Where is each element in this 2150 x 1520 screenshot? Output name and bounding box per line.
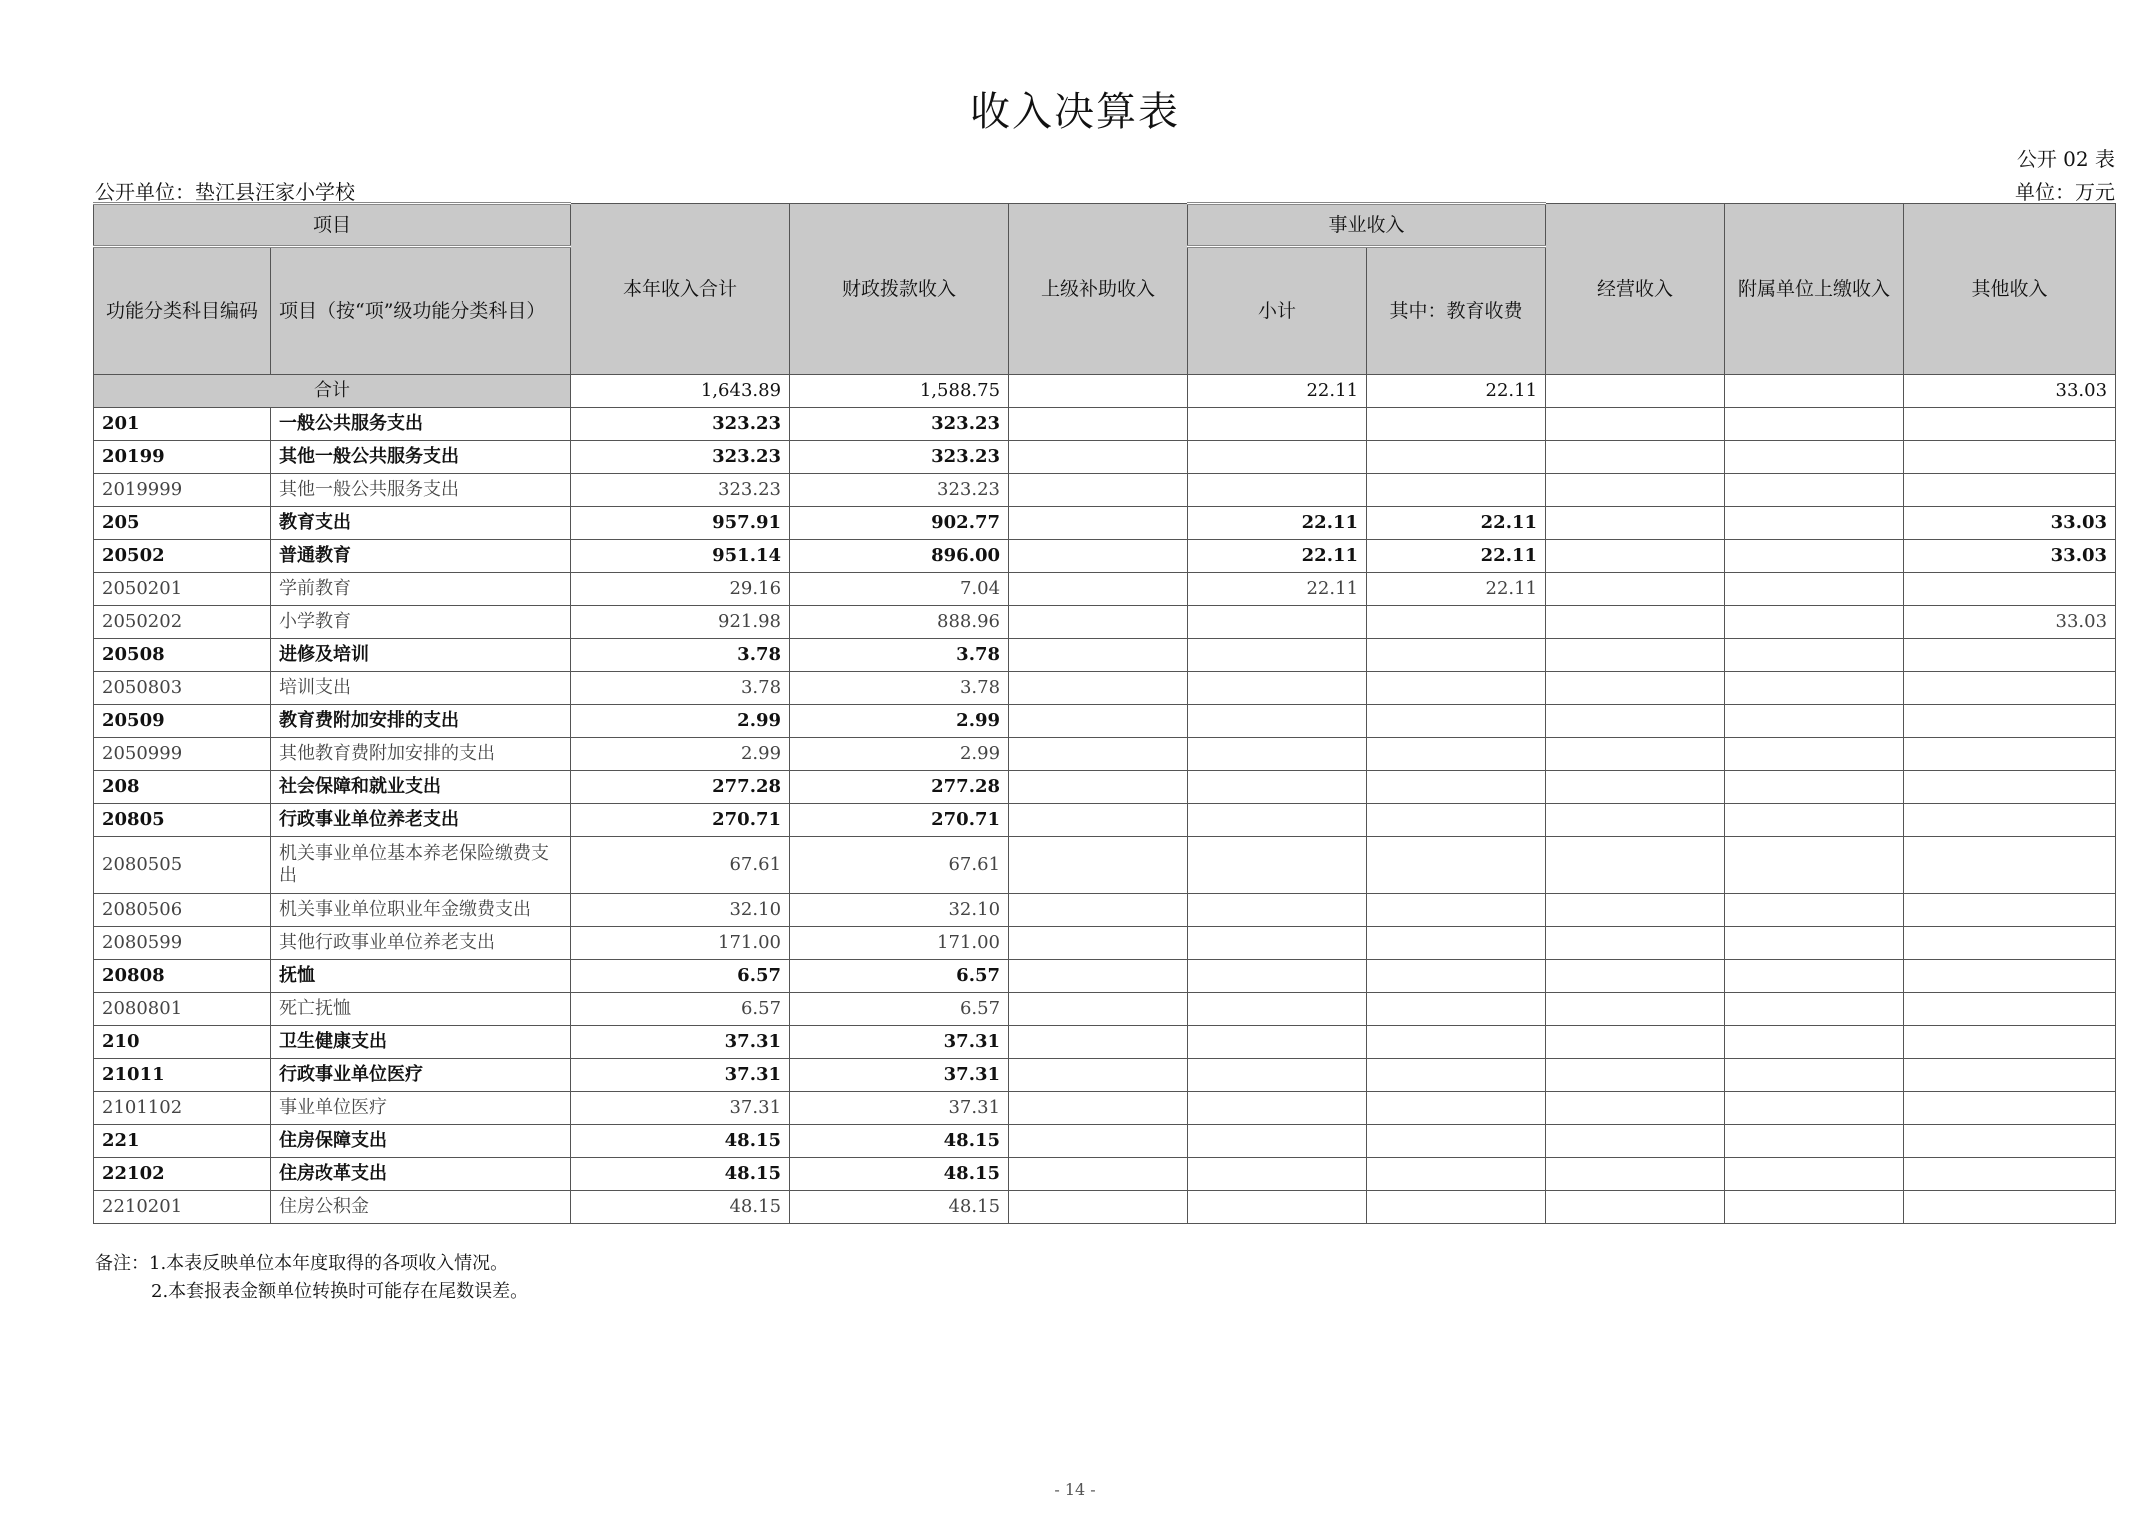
row-operating	[1546, 804, 1725, 837]
row-affiliated	[1725, 804, 1904, 837]
row-fiscal: 323.23	[790, 474, 1009, 507]
row-name: 机关事业单位基本养老保险缴费支出	[271, 837, 571, 894]
row-code: 22102	[94, 1158, 271, 1191]
row-total: 37.31	[571, 1026, 790, 1059]
row-affiliated	[1725, 705, 1904, 738]
row-other	[1904, 837, 2116, 894]
row-operating	[1546, 927, 1725, 960]
header-operating: 经营收入	[1546, 204, 1725, 375]
total-affiliated	[1725, 375, 1904, 408]
header-subtotal: 小计	[1188, 247, 1367, 375]
row-superior	[1009, 408, 1188, 441]
row-other	[1904, 771, 2116, 804]
row-affiliated	[1725, 1191, 1904, 1224]
income-final-accounts-table	[93, 202, 2116, 1224]
row-superior	[1009, 1158, 1188, 1191]
row-subtotal: 22.11	[1188, 540, 1367, 573]
row-subtotal	[1188, 606, 1367, 639]
row-code: 201	[94, 408, 271, 441]
total-edu-fee: 22.11	[1367, 375, 1546, 408]
row-fiscal: 171.00	[790, 927, 1009, 960]
row-superior	[1009, 441, 1188, 474]
row-edu-fee	[1367, 804, 1546, 837]
row-edu-fee	[1367, 1191, 1546, 1224]
row-other	[1904, 672, 2116, 705]
row-name: 一般公共服务支出	[271, 408, 571, 441]
row-total: 67.61	[571, 837, 790, 894]
row-fiscal: 37.31	[790, 1092, 1009, 1125]
table-row	[94, 771, 2116, 804]
row-subtotal	[1188, 1158, 1367, 1191]
row-total: 3.78	[571, 672, 790, 705]
row-superior	[1009, 606, 1188, 639]
row-operating	[1546, 1158, 1725, 1191]
row-subtotal	[1188, 672, 1367, 705]
row-edu-fee	[1367, 1125, 1546, 1158]
row-affiliated	[1725, 1026, 1904, 1059]
row-affiliated	[1725, 474, 1904, 507]
row-total: 277.28	[571, 771, 790, 804]
row-code: 205	[94, 507, 271, 540]
row-subtotal	[1188, 705, 1367, 738]
table-row	[94, 540, 2116, 573]
row-name: 死亡抚恤	[271, 993, 571, 1026]
table-row	[94, 1059, 2116, 1092]
row-subtotal	[1188, 441, 1367, 474]
row-code: 210	[94, 1026, 271, 1059]
row-operating	[1546, 672, 1725, 705]
row-affiliated	[1725, 540, 1904, 573]
row-total: 48.15	[571, 1125, 790, 1158]
currency-unit: 单位：万元	[2015, 180, 2115, 204]
row-name: 卫生健康支出	[271, 1026, 571, 1059]
row-name: 行政事业单位医疗	[271, 1059, 571, 1092]
row-affiliated	[1725, 960, 1904, 993]
row-superior	[1009, 1059, 1188, 1092]
row-fiscal: 48.15	[790, 1125, 1009, 1158]
row-name: 抚恤	[271, 960, 571, 993]
row-code: 20509	[94, 705, 271, 738]
row-total: 957.91	[571, 507, 790, 540]
row-edu-fee	[1367, 771, 1546, 804]
row-affiliated	[1725, 894, 1904, 927]
row-superior	[1009, 1026, 1188, 1059]
row-code: 2050999	[94, 738, 271, 771]
row-superior	[1009, 639, 1188, 672]
table-row	[94, 894, 2116, 927]
row-name: 行政事业单位养老支出	[271, 804, 571, 837]
row-total: 3.78	[571, 639, 790, 672]
row-code: 2210201	[94, 1191, 271, 1224]
row-code: 221	[94, 1125, 271, 1158]
row-other	[1904, 1026, 2116, 1059]
row-name: 普通教育	[271, 540, 571, 573]
row-superior	[1009, 672, 1188, 705]
row-code: 2080599	[94, 927, 271, 960]
row-name: 培训支出	[271, 672, 571, 705]
row-subtotal	[1188, 1191, 1367, 1224]
row-subtotal	[1188, 1059, 1367, 1092]
row-other: 33.03	[1904, 540, 2116, 573]
row-code: 20805	[94, 804, 271, 837]
header-superior: 上级补助收入	[1009, 204, 1188, 375]
row-fiscal: 888.96	[790, 606, 1009, 639]
row-superior	[1009, 771, 1188, 804]
row-total: 171.00	[571, 927, 790, 960]
row-fiscal: 67.61	[790, 837, 1009, 894]
row-superior	[1009, 507, 1188, 540]
row-affiliated	[1725, 408, 1904, 441]
table-body	[94, 375, 2116, 1224]
row-subtotal	[1188, 927, 1367, 960]
row-other	[1904, 927, 2116, 960]
row-name: 进修及培训	[271, 639, 571, 672]
row-total: 921.98	[571, 606, 790, 639]
row-subtotal: 22.11	[1188, 507, 1367, 540]
row-total: 270.71	[571, 804, 790, 837]
row-other	[1904, 639, 2116, 672]
row-superior	[1009, 1191, 1188, 1224]
row-subtotal	[1188, 771, 1367, 804]
row-edu-fee	[1367, 960, 1546, 993]
row-superior	[1009, 993, 1188, 1026]
table-row	[94, 408, 2116, 441]
table-row	[94, 1158, 2116, 1191]
notes	[95, 1250, 528, 1306]
row-operating	[1546, 894, 1725, 927]
row-edu-fee	[1367, 441, 1546, 474]
row-other	[1904, 804, 2116, 837]
row-other	[1904, 1059, 2116, 1092]
row-code: 21011	[94, 1059, 271, 1092]
table-row	[94, 837, 2116, 894]
row-subtotal	[1188, 639, 1367, 672]
row-total: 37.31	[571, 1092, 790, 1125]
row-other	[1904, 738, 2116, 771]
table-row	[94, 441, 2116, 474]
table-row	[94, 1125, 2116, 1158]
table-row	[94, 1191, 2116, 1224]
row-edu-fee	[1367, 927, 1546, 960]
row-other	[1904, 1125, 2116, 1158]
row-other	[1904, 1092, 2116, 1125]
total-label: 合计	[94, 375, 571, 408]
header-total: 本年收入合计	[571, 204, 790, 375]
row-operating	[1546, 1125, 1725, 1158]
row-edu-fee	[1367, 738, 1546, 771]
total-row	[94, 375, 2116, 408]
header-code: 功能分类科目编码	[94, 247, 271, 375]
row-fiscal: 323.23	[790, 408, 1009, 441]
row-fiscal: 32.10	[790, 894, 1009, 927]
row-subtotal	[1188, 474, 1367, 507]
header-project: 项目	[94, 204, 571, 247]
row-edu-fee: 22.11	[1367, 507, 1546, 540]
row-code: 2101102	[94, 1092, 271, 1125]
row-other: 33.03	[1904, 507, 2116, 540]
row-name: 其他教育费附加安排的支出	[271, 738, 571, 771]
table-row	[94, 1092, 2116, 1125]
row-affiliated	[1725, 1125, 1904, 1158]
row-operating	[1546, 474, 1725, 507]
row-edu-fee	[1367, 993, 1546, 1026]
row-name: 其他一般公共服务支出	[271, 474, 571, 507]
total-other: 33.03	[1904, 375, 2116, 408]
row-name: 其他一般公共服务支出	[271, 441, 571, 474]
table-row	[94, 927, 2116, 960]
row-operating	[1546, 606, 1725, 639]
row-subtotal	[1188, 960, 1367, 993]
row-operating	[1546, 540, 1725, 573]
row-operating	[1546, 573, 1725, 606]
row-fiscal: 7.04	[790, 573, 1009, 606]
row-fiscal: 896.00	[790, 540, 1009, 573]
row-other	[1904, 960, 2116, 993]
table-row	[94, 573, 2116, 606]
row-operating	[1546, 441, 1725, 474]
row-affiliated	[1725, 1092, 1904, 1125]
row-code: 20199	[94, 441, 271, 474]
row-name: 社会保障和就业支出	[271, 771, 571, 804]
row-other	[1904, 1191, 2116, 1224]
row-affiliated	[1725, 507, 1904, 540]
row-other	[1904, 441, 2116, 474]
total-fiscal: 1,588.75	[790, 375, 1009, 408]
header-name: 项目（按“项”级功能分类科目）	[271, 247, 571, 375]
row-code: 208	[94, 771, 271, 804]
row-total: 323.23	[571, 408, 790, 441]
row-name: 学前教育	[271, 573, 571, 606]
row-superior	[1009, 837, 1188, 894]
row-fiscal: 6.57	[790, 993, 1009, 1026]
row-code: 20502	[94, 540, 271, 573]
row-name: 其他行政事业单位养老支出	[271, 927, 571, 960]
row-edu-fee	[1367, 408, 1546, 441]
row-fiscal: 37.31	[790, 1059, 1009, 1092]
row-operating	[1546, 639, 1725, 672]
row-superior	[1009, 927, 1188, 960]
row-operating	[1546, 771, 1725, 804]
table-row	[94, 705, 2116, 738]
row-operating	[1546, 705, 1725, 738]
row-name: 小学教育	[271, 606, 571, 639]
header-business: 事业收入	[1188, 204, 1546, 247]
header-edu-fee: 其中：教育收费	[1367, 247, 1546, 375]
row-fiscal: 2.99	[790, 738, 1009, 771]
row-affiliated	[1725, 672, 1904, 705]
row-other	[1904, 705, 2116, 738]
header-other: 其他收入	[1904, 204, 2116, 375]
row-fiscal: 902.77	[790, 507, 1009, 540]
row-other	[1904, 573, 2116, 606]
row-total: 48.15	[571, 1191, 790, 1224]
row-edu-fee	[1367, 1059, 1546, 1092]
row-affiliated	[1725, 639, 1904, 672]
row-superior	[1009, 960, 1188, 993]
row-subtotal	[1188, 1125, 1367, 1158]
row-total: 2.99	[571, 738, 790, 771]
row-operating	[1546, 1191, 1725, 1224]
row-operating	[1546, 960, 1725, 993]
row-name: 教育费附加安排的支出	[271, 705, 571, 738]
row-subtotal: 22.11	[1188, 573, 1367, 606]
row-fiscal: 270.71	[790, 804, 1009, 837]
row-affiliated	[1725, 993, 1904, 1026]
table-row	[94, 606, 2116, 639]
row-other	[1904, 993, 2116, 1026]
row-subtotal	[1188, 1092, 1367, 1125]
row-code: 20808	[94, 960, 271, 993]
row-affiliated	[1725, 441, 1904, 474]
row-total: 323.23	[571, 474, 790, 507]
table-row	[94, 672, 2116, 705]
row-fiscal: 48.15	[790, 1158, 1009, 1191]
row-edu-fee	[1367, 474, 1546, 507]
row-other	[1904, 894, 2116, 927]
table-row	[94, 993, 2116, 1026]
table-row	[94, 474, 2116, 507]
header-affiliated: 附属单位上缴收入	[1725, 204, 1904, 375]
row-edu-fee	[1367, 894, 1546, 927]
row-total: 951.14	[571, 540, 790, 573]
row-affiliated	[1725, 1158, 1904, 1191]
row-subtotal	[1188, 837, 1367, 894]
row-code: 20508	[94, 639, 271, 672]
form-number: 公开 02 表	[2016, 147, 2115, 171]
row-code: 2050201	[94, 573, 271, 606]
row-edu-fee	[1367, 837, 1546, 894]
row-name: 住房保障支出	[271, 1125, 571, 1158]
table-row	[94, 960, 2116, 993]
row-subtotal	[1188, 738, 1367, 771]
row-subtotal	[1188, 408, 1367, 441]
row-fiscal: 3.78	[790, 639, 1009, 672]
page-title: 收入决算表	[970, 89, 1180, 135]
row-edu-fee	[1367, 705, 1546, 738]
row-fiscal: 323.23	[790, 441, 1009, 474]
row-affiliated	[1725, 738, 1904, 771]
row-affiliated	[1725, 1059, 1904, 1092]
row-superior	[1009, 1125, 1188, 1158]
total-operating	[1546, 375, 1725, 408]
row-affiliated	[1725, 573, 1904, 606]
row-edu-fee	[1367, 672, 1546, 705]
row-edu-fee	[1367, 1026, 1546, 1059]
row-code: 2080505	[94, 837, 271, 894]
page-number: - 14 -	[1054, 1480, 1096, 1499]
row-other	[1904, 474, 2116, 507]
header-fiscal: 财政拨款收入	[790, 204, 1009, 375]
row-operating	[1546, 1059, 1725, 1092]
row-affiliated	[1725, 837, 1904, 894]
row-total: 32.10	[571, 894, 790, 927]
table-row	[94, 639, 2116, 672]
note-2: 2.本套报表金额单位转换时可能存在尾数误差。	[151, 1280, 529, 1302]
row-fiscal: 37.31	[790, 1026, 1009, 1059]
row-total: 6.57	[571, 993, 790, 1026]
row-total: 323.23	[571, 441, 790, 474]
row-total: 37.31	[571, 1059, 790, 1092]
row-fiscal: 6.57	[790, 960, 1009, 993]
row-other	[1904, 408, 2116, 441]
row-edu-fee	[1367, 1092, 1546, 1125]
row-code: 2050803	[94, 672, 271, 705]
row-name: 机关事业单位职业年金缴费支出	[271, 894, 571, 927]
row-code: 2050202	[94, 606, 271, 639]
table-header	[94, 204, 2116, 375]
row-total: 48.15	[571, 1158, 790, 1191]
row-operating	[1546, 837, 1725, 894]
row-operating	[1546, 993, 1725, 1026]
row-affiliated	[1725, 927, 1904, 960]
total-subtotal: 22.11	[1188, 375, 1367, 408]
row-edu-fee	[1367, 1158, 1546, 1191]
row-superior	[1009, 1092, 1188, 1125]
row-superior	[1009, 573, 1188, 606]
row-code: 2080506	[94, 894, 271, 927]
row-affiliated	[1725, 771, 1904, 804]
note-1: 备注：1.本表反映单位本年度取得的各项收入情况。	[95, 1253, 509, 1274]
row-subtotal	[1188, 993, 1367, 1026]
row-superior	[1009, 474, 1188, 507]
row-total: 29.16	[571, 573, 790, 606]
row-edu-fee: 22.11	[1367, 573, 1546, 606]
table-row	[94, 507, 2116, 540]
row-operating	[1546, 507, 1725, 540]
row-edu-fee	[1367, 639, 1546, 672]
row-fiscal: 2.99	[790, 705, 1009, 738]
row-code: 2080801	[94, 993, 271, 1026]
row-other	[1904, 1158, 2116, 1191]
row-superior	[1009, 705, 1188, 738]
row-subtotal	[1188, 894, 1367, 927]
total-superior	[1009, 375, 1188, 408]
row-name: 住房公积金	[271, 1191, 571, 1224]
row-total: 6.57	[571, 960, 790, 993]
row-operating	[1546, 408, 1725, 441]
row-subtotal	[1188, 1026, 1367, 1059]
row-superior	[1009, 894, 1188, 927]
row-operating	[1546, 1092, 1725, 1125]
row-operating	[1546, 1026, 1725, 1059]
row-affiliated	[1725, 606, 1904, 639]
row-superior	[1009, 804, 1188, 837]
row-name: 住房改革支出	[271, 1158, 571, 1191]
row-fiscal: 3.78	[790, 672, 1009, 705]
reporting-unit: 公开单位：垫江县汪家小学校	[95, 180, 355, 204]
table-row	[94, 804, 2116, 837]
row-name: 事业单位医疗	[271, 1092, 571, 1125]
row-edu-fee	[1367, 606, 1546, 639]
row-fiscal: 48.15	[790, 1191, 1009, 1224]
row-superior	[1009, 738, 1188, 771]
table-row	[94, 738, 2116, 771]
row-total: 2.99	[571, 705, 790, 738]
row-edu-fee: 22.11	[1367, 540, 1546, 573]
row-operating	[1546, 738, 1725, 771]
row-code: 2019999	[94, 474, 271, 507]
row-subtotal	[1188, 804, 1367, 837]
row-superior	[1009, 540, 1188, 573]
total-sum: 1,643.89	[571, 375, 790, 408]
row-name: 教育支出	[271, 507, 571, 540]
row-fiscal: 277.28	[790, 771, 1009, 804]
row-other: 33.03	[1904, 606, 2116, 639]
table-row	[94, 1026, 2116, 1059]
